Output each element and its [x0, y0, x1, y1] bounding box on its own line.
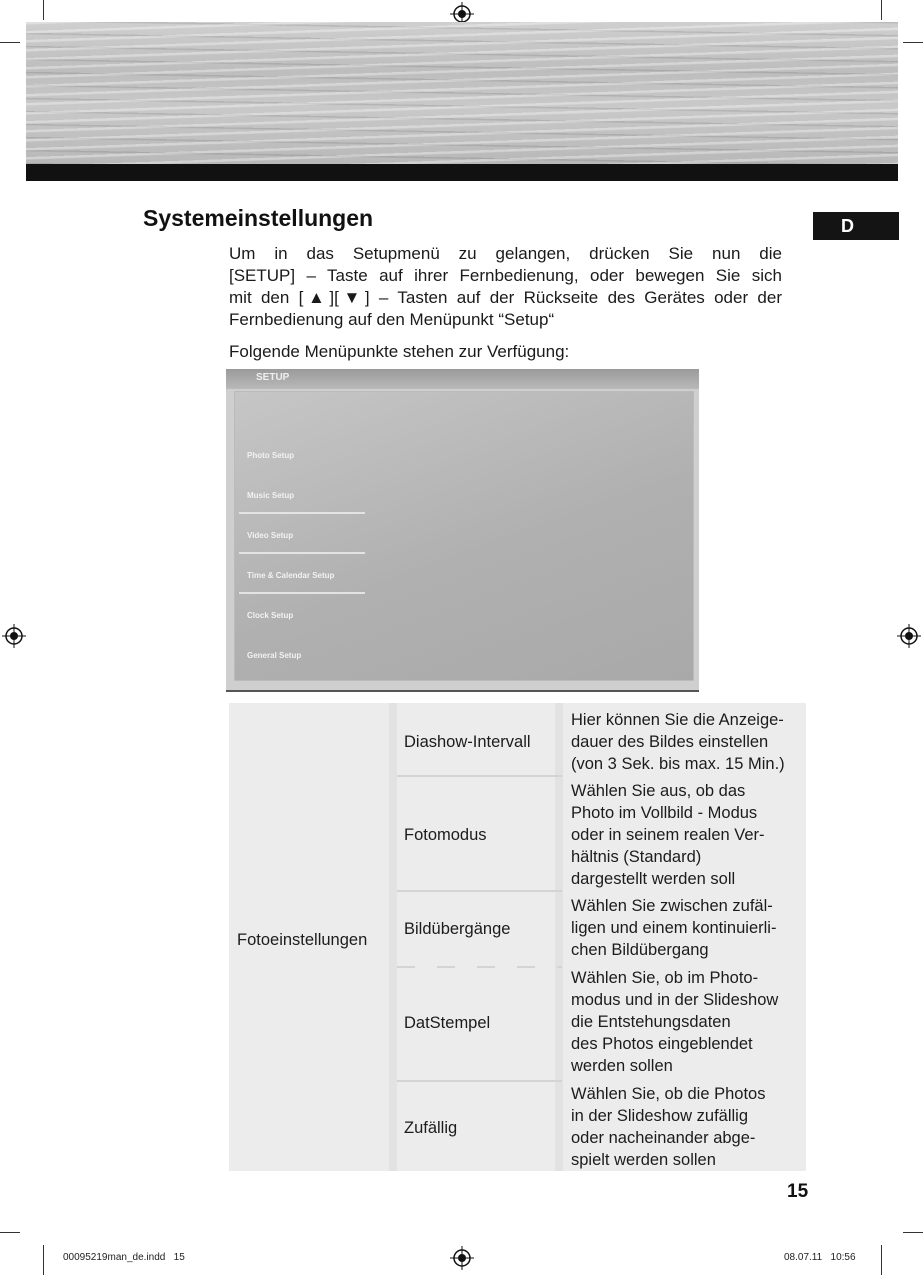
crop-mark: [0, 42, 20, 43]
screenshot-menu-item: Video Setup: [235, 514, 365, 554]
setting-name: Fotomodus: [404, 826, 487, 844]
setting-name: Diashow-Intervall: [404, 733, 531, 751]
screenshot-menu-item: Clock Setup: [247, 611, 294, 620]
crop-mark: [903, 1232, 923, 1233]
footer-timestamp: 08.07.11 10:56: [784, 1252, 856, 1263]
setting-description: Wählen Sie zwischen zufäl- ligen und einem kontinuierli- chen Bildübergang: [571, 897, 777, 959]
footer-file-name: 00095219man_de.indd 15: [63, 1252, 185, 1263]
registration-mark-icon: [897, 624, 921, 648]
screenshot-title-bar: [226, 369, 699, 389]
setting-description: Wählen Sie aus, ob das Photo im Vollbild - Modus oder in seinem realen Ver- hältnis (Standard) dargestellt werden soll: [571, 782, 765, 888]
setting-name: Zufällig: [404, 1119, 458, 1137]
intro-line: Fernbedienung auf den Menüpunkt “Setup“: [229, 310, 555, 329]
page-number: 15: [787, 1181, 809, 1202]
setup-screenshot: [226, 369, 699, 692]
intro-line: [SETUP] – Taste auf ihrer Fernbedienung, oder bewegen Sie sich: [229, 266, 782, 285]
crop-mark: [881, 0, 882, 20]
intro-line: Um in das Setupmenü zu gelangen, drücken Sie nun die: [229, 244, 782, 263]
language-tab: D: [813, 212, 899, 240]
screenshot-menu-item: General Setup: [247, 651, 302, 660]
table-row-separator: [397, 1080, 562, 1082]
table-row-separator: [397, 890, 562, 892]
table-column-divider: [555, 703, 563, 1171]
crop-mark: [881, 1245, 882, 1275]
table-row-separator: [397, 966, 562, 968]
crop-mark: [903, 42, 923, 43]
screenshot-menu-item: Photo Setup: [247, 451, 295, 460]
crop-mark: [43, 0, 44, 20]
setting-description: Wählen Sie, ob die Photos in der Slideshow zufällig oder nacheinander abge- spielt werden sollen: [571, 1085, 766, 1169]
registration-mark-icon: [2, 624, 26, 648]
screenshot-menu: [235, 434, 365, 674]
setting-description: Hier können Sie die Anzeige- dauer des Bildes einstellen (von 3 Sek. bis max. 15 Min.): [571, 711, 785, 773]
screenshot-panel: [234, 391, 694, 681]
screenshot-title: SETUP: [256, 372, 290, 383]
intro-line: mit den [▲][▼] – Tasten auf der Rückseite des Gerätes oder der: [229, 288, 782, 307]
table-category: Fotoeinstellungen: [237, 931, 368, 949]
table-column-divider: [389, 703, 397, 1171]
setting-description: Wählen Sie, ob im Photo- modus und in der Slideshow die Entstehungsdaten des Photos eingeblendet werden sollen: [571, 969, 779, 1075]
screenshot-menu-item: Time & Calendar Setup: [235, 554, 365, 594]
page-title: Systemeinstellungen: [143, 205, 374, 231]
menu-intro: Folgende Menüpunkte stehen zur Verfügung:: [229, 342, 570, 361]
table-row-separator: [397, 775, 562, 777]
header-banner-bar: [26, 164, 898, 181]
registration-mark-icon: [450, 1246, 474, 1270]
crop-mark: [43, 1245, 44, 1275]
setting-name: Bildübergänge: [404, 920, 511, 938]
setting-name: DatStempel: [404, 1014, 491, 1032]
crop-mark: [0, 1232, 20, 1233]
header-banner: [26, 22, 898, 164]
intro-paragraph: [229, 243, 782, 331]
screenshot-menu-item: Music Setup: [235, 474, 365, 514]
